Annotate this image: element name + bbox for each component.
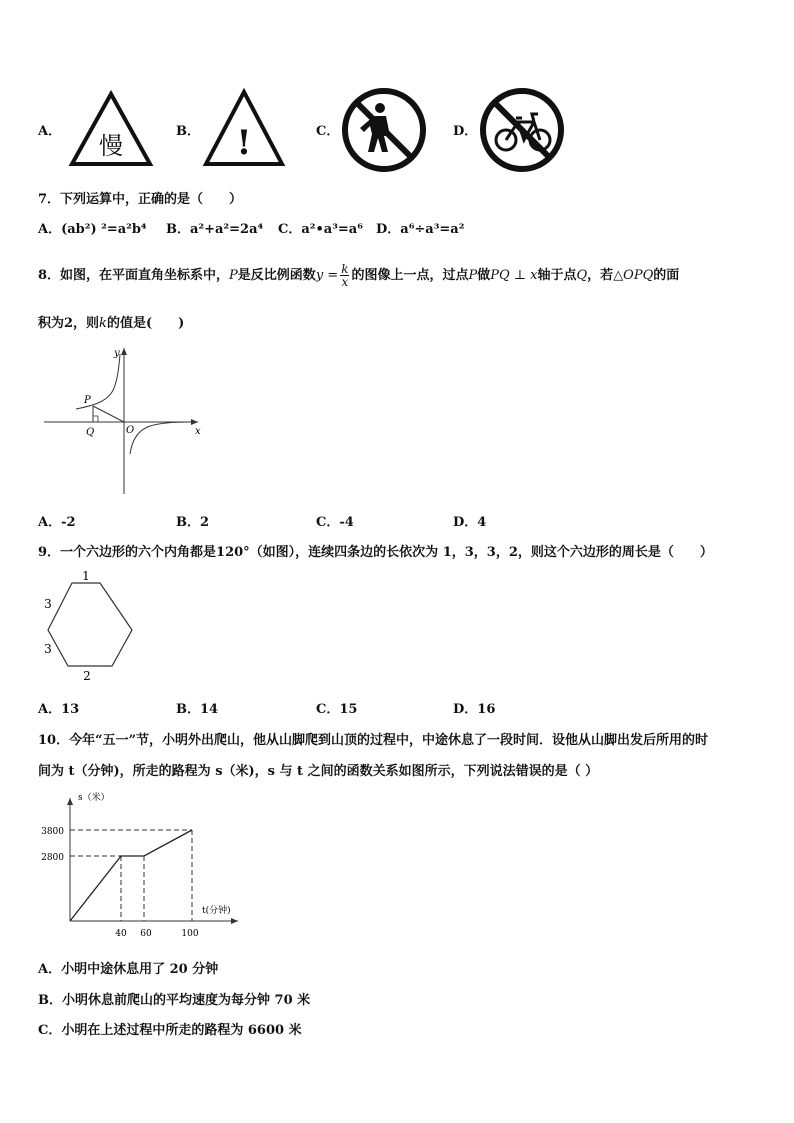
- q9-side-upper-left: 3: [44, 597, 52, 611]
- q7-option-b-label: B．: [166, 222, 190, 237]
- q10-graph-tick-2800: 2800: [41, 853, 64, 863]
- q8-option-a-label: A．: [38, 515, 62, 530]
- q9-option-c-text: 15: [339, 702, 358, 717]
- q8-stem-part-g: 的面: [653, 268, 680, 283]
- q8-var-q: Q: [576, 268, 588, 283]
- q8-expr-pq: PQ ⊥ x: [490, 268, 538, 283]
- q8-graph-label-y: y: [114, 348, 120, 359]
- q8-option-b-label: B．: [176, 515, 200, 530]
- q10-distance-time-graph: [38, 790, 248, 942]
- q9-option-a-label: A．: [38, 702, 62, 717]
- warning-sign-icon: [202, 88, 286, 168]
- q9-stem: 9．一个六边形的六个内角都是120°（如图），连续四条边的长依次为 1，3，3，2，则这个六边形的周长是（ ）: [38, 545, 713, 560]
- q8-var-k: k: [99, 316, 107, 331]
- q9-option-c-label: C．: [316, 702, 340, 717]
- q10-option-c-text: 小明在上述过程中所走的路程为 6600 米: [61, 1023, 302, 1038]
- q8-stem-part-a: 8．如图，在平面直角坐标系中，: [38, 268, 230, 283]
- q8-stem-line2-a: 积为2，则: [38, 316, 100, 331]
- q10-graph-tick-40: 40: [115, 929, 127, 939]
- q10-stem-line1: 10．今年“五一”节，小明外出爬山，他从山脚爬到山顶的过程中，中途休息了一段时间．设他从山脚出发后所用的时: [38, 733, 709, 748]
- q9-side-lower-left: 3: [44, 642, 52, 656]
- q9-side-top: 1: [82, 569, 90, 583]
- q10-option-c-label: C．: [38, 1023, 62, 1038]
- q8-option-d-label: D．: [453, 515, 478, 530]
- slow-sign-text: 慢: [99, 132, 123, 160]
- q8-option-d-text: 4: [477, 515, 487, 530]
- q10-graph-tick-60: 60: [140, 929, 152, 939]
- q7-option-c-text: a²•a³=a⁶: [301, 222, 363, 237]
- q10-graph-tick-100: 100: [181, 929, 199, 939]
- q8-expr-triangle: △OPQ: [613, 268, 654, 283]
- q9-option-b-text: 14: [200, 702, 219, 717]
- q9-option-b-label: B．: [176, 702, 200, 717]
- q10-graph-axis-y: s（米）: [78, 793, 110, 803]
- q8-stem-part-c: 的图像上一点，过点: [351, 268, 469, 283]
- q8-fraction: [340, 263, 349, 288]
- q7-option-a-text: (ab²) ²=a²b⁴: [61, 222, 147, 237]
- q10-graph-tick-3800: 3800: [41, 827, 64, 837]
- q10-graph-axis-x: t(分钟): [202, 906, 231, 916]
- q7-option-c-label: C．: [278, 222, 302, 237]
- q7-option-d-label: D．: [376, 222, 401, 237]
- q7-option-d-text: a⁶÷a³=a²: [400, 222, 465, 237]
- q10-option-b-text: 小明休息前爬山的平均速度为每分钟 70 米: [62, 993, 311, 1008]
- q6-option-c-label: C．: [316, 124, 340, 139]
- q8-graph-label-q: Q: [86, 427, 95, 438]
- q9-side-bottom: 2: [83, 669, 91, 682]
- warning-sign-text: !: [236, 123, 252, 163]
- q8-stem-part-f: ，若: [587, 268, 614, 283]
- q8-stem-line2-b: 的值是( ): [106, 316, 185, 331]
- q8-stem-line2: [38, 312, 184, 331]
- q10-option-a-label: A．: [38, 962, 62, 977]
- no-pedestrian-sign-icon: [340, 86, 428, 174]
- q10-option-a-text: 小明中途休息用了 20 分钟: [61, 962, 219, 977]
- q8-var-p: P: [229, 268, 238, 283]
- q8-graph-label-p: P: [84, 395, 91, 406]
- q8-stem-part-e: 轴于点: [537, 268, 577, 283]
- q8-hyperbola-graph: [40, 342, 210, 498]
- q10-option-b-label: B．: [38, 993, 62, 1008]
- q6-option-d-label: D．: [453, 124, 478, 139]
- q8-option-c-label: C．: [316, 515, 340, 530]
- q6-option-a-label: A．: [38, 124, 62, 139]
- q8-stem-part-b: 是反比例函数: [237, 268, 316, 283]
- q8-stem-part-d: 做: [477, 268, 491, 283]
- q9-option-a-text: 13: [61, 702, 80, 717]
- q8-graph-label-x: x: [195, 426, 201, 437]
- q8-var-p-2: P: [468, 268, 478, 283]
- q7-option-b-text: a²+a²=2a⁴: [190, 222, 264, 237]
- q8-option-a-text: -2: [61, 515, 76, 530]
- q8-option-b-text: 2: [200, 515, 210, 530]
- q8-graph-label-o: O: [126, 425, 135, 436]
- q8-func-y: y =: [315, 268, 339, 283]
- q8-option-c-text: -4: [339, 515, 354, 530]
- q8-fraction-den: x: [341, 275, 349, 289]
- q9-option-d-text: 16: [477, 702, 496, 717]
- q9-option-d-label: D．: [453, 702, 478, 717]
- q10-stem-line2: 间为 t（分钟)，所走的路程为 s（米)，s 与 t 之间的函数关系如图所示，下列说法错误的是（ ）: [38, 764, 599, 779]
- no-bicycle-sign-icon: [478, 86, 566, 174]
- q8-stem-line1: [38, 263, 679, 288]
- q9-hexagon-diagram: [40, 568, 136, 682]
- q8-fraction-num: k: [341, 262, 349, 276]
- q7-stem: 7．下列运算中，正确的是（ ）: [38, 192, 243, 207]
- q7-option-a-label: A．: [38, 222, 62, 237]
- slow-sign-icon: [68, 90, 154, 168]
- q6-option-b-label: B．: [176, 124, 200, 139]
